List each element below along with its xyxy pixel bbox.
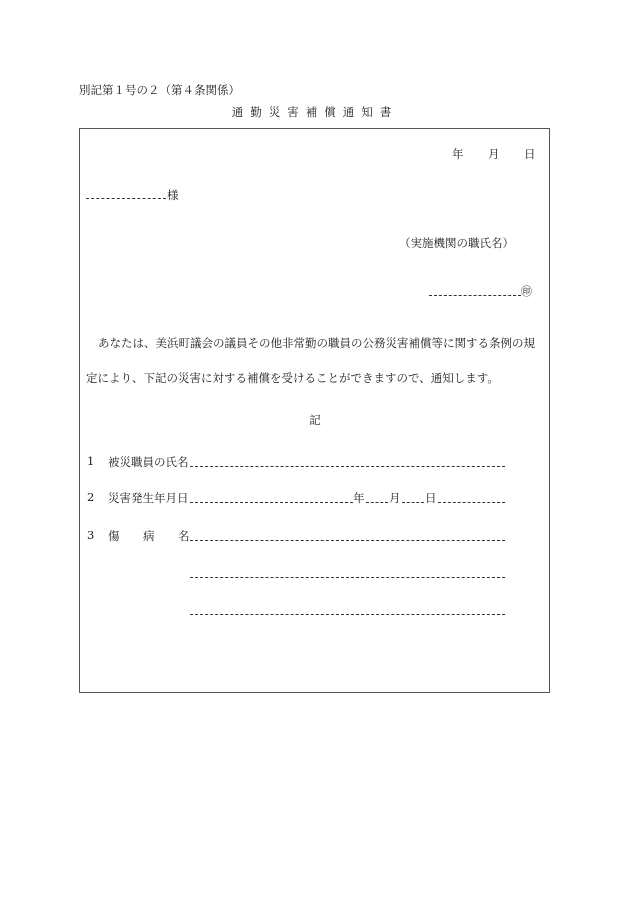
item-3-label-char-1: 傷 bbox=[108, 529, 120, 543]
date-year-label: 年 bbox=[452, 147, 464, 161]
date-month-label: 月 bbox=[488, 147, 500, 161]
issuer-name-field[interactable] bbox=[429, 295, 521, 296]
accident-day-field[interactable] bbox=[402, 502, 424, 503]
item-3-number: 3 bbox=[87, 528, 95, 542]
injury-name-field-2[interactable] bbox=[190, 577, 505, 578]
item-2-label: 災害発生年月日 bbox=[108, 491, 189, 505]
item-2-number: 2 bbox=[87, 490, 95, 504]
body-text-line2: 定により、下記の災害に対する補償を受けることができますので、通知します。 bbox=[86, 371, 499, 385]
form-box bbox=[79, 128, 550, 693]
addressee-name-field[interactable] bbox=[86, 198, 166, 199]
issuer-title: （実施機関の職氏名） bbox=[399, 236, 514, 250]
date-day-label: 日 bbox=[524, 147, 536, 161]
item-3-label-char-3: 名 bbox=[178, 529, 190, 543]
accident-month-field[interactable] bbox=[366, 502, 388, 503]
document-title: 通勤災害補償通知書 bbox=[231, 105, 399, 119]
ki-heading: 記 bbox=[309, 413, 321, 427]
accident-date-suffix-field[interactable] bbox=[438, 502, 505, 503]
injury-name-field-3[interactable] bbox=[190, 614, 505, 615]
seal-mark: ㊞ bbox=[521, 285, 532, 298]
accident-year-label: 年 bbox=[353, 491, 365, 505]
body-text-line1: あなたは、美浜町議会の議員その他非常勤の職員の公務災害補償等に関する条例の規 bbox=[98, 336, 535, 350]
accident-date-prefix-field[interactable] bbox=[190, 502, 353, 503]
injury-name-field-1[interactable] bbox=[190, 540, 505, 541]
addressee-suffix: 様 bbox=[167, 188, 179, 202]
victim-name-field[interactable] bbox=[190, 466, 505, 467]
item-1-label: 被災職員の氏名 bbox=[108, 455, 189, 469]
form-reference: 別記第１号の２（第４条関係） bbox=[79, 83, 240, 97]
accident-day-label: 日 bbox=[425, 491, 437, 505]
accident-month-label: 月 bbox=[389, 491, 401, 505]
item-3-label-char-2: 病 bbox=[143, 529, 155, 543]
item-1-number: 1 bbox=[87, 454, 95, 468]
